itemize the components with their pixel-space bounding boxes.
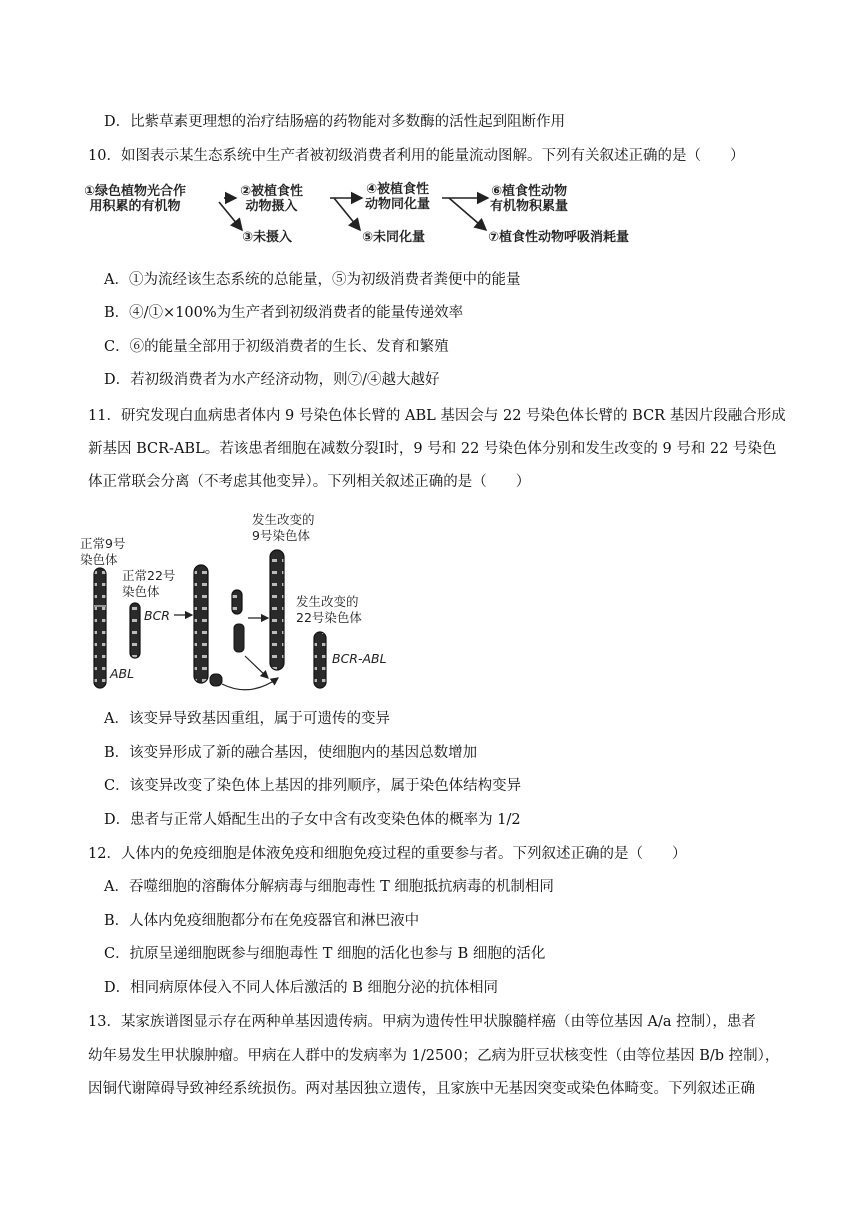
- label-normal-9: [80, 536, 125, 568]
- normal-chromosome-9: [94, 568, 106, 688]
- node-2-line-2: 动物摄入: [245, 199, 298, 214]
- label-changed-22-line-1: 发生改变的: [296, 594, 359, 609]
- changed-chromosome-9: [270, 550, 284, 670]
- label-normal-22-line-2: 染色体: [122, 584, 160, 599]
- node-4-line-2: 动物同化量: [365, 197, 431, 212]
- node-4-line-1: ④被植食性: [366, 182, 430, 197]
- label-normal-22-line-1: 正常22号: [122, 568, 176, 583]
- node-1-line-2: 用积累的有机物: [89, 199, 181, 214]
- node-6-line-1: ⑥植食性动物: [491, 184, 568, 199]
- label-changed-22-line-2: 22号染色体: [296, 610, 362, 625]
- node-6-line-2: 有机物积累量: [490, 199, 569, 214]
- q11-option-d: D．患者与正常人婚配生出的子女中含有改变染色体的概率为 1/2: [104, 812, 521, 828]
- label-changed-9-line-1: 发生改变的: [252, 512, 315, 527]
- label-changed-9: [252, 512, 315, 544]
- node-1-line-1: ①绿色植物光合作: [84, 184, 187, 199]
- node-7: ⑦植食性动物呼吸消耗量: [488, 230, 630, 245]
- label-normal-9-line-1: 正常9号: [80, 536, 126, 551]
- q12-option-d: D．相同病原体侵入不同人体后激活的 B 细胞分泌的抗体相同: [104, 980, 498, 996]
- q10-option-a: A．①为流经该生态系统的总能量，⑤为初级消费者粪便中的能量: [104, 272, 521, 288]
- q11-option-a: A．该变异导致基因重组，属于可遗传的变异: [104, 711, 390, 727]
- q10-option-b: B．④/①×100%为生产者到初级消费者的能量传递效率: [104, 305, 464, 321]
- q11-stem-line-1: 11．研究发现白血病患者体内 9 号染色体长臂的 ABL 基因会与 22 号染色体长臂的 BCR 基因片段融合形成: [88, 408, 786, 424]
- node-1: [84, 184, 186, 214]
- chromosome-9-breaking: [194, 565, 222, 686]
- changed-chromosome-22: [314, 632, 326, 688]
- q12-option-c: C．抗原呈递细胞既参与细胞毒性 T 细胞的活化也参与 B 细胞的活化: [104, 946, 546, 962]
- q12-stem: 12．人体内的免疫细胞是体液免疫和细胞免疫过程的重要参与者。下列叙述正确的是（ ）: [88, 846, 687, 862]
- label-normal-9-line-2: 染色体: [80, 552, 118, 567]
- node-5: ⑤未同化量: [362, 230, 426, 245]
- label-changed-9-line-2: 9号染色体: [252, 528, 310, 543]
- node-2: [240, 184, 303, 214]
- chromosome-translocation-figure: [80, 508, 410, 698]
- q12-option-a: A．吞噬细胞的溶酶体分解病毒与细胞毒性 T 细胞抵抗病毒的机制相同: [104, 879, 554, 895]
- q10-option-d: D．若初级消费者为水产经济动物，则⑦/④越大越好: [104, 372, 440, 388]
- label-abl: ABL: [110, 666, 135, 681]
- q13-stem-line-1: 13．某家族谱图显示存在两种单基因遗传病。甲病为遗传性甲状腺髓样癌（由等位基因 A/a 控制），患者: [88, 1014, 756, 1030]
- q11-option-b: B．该变异形成了新的融合基因，使细胞内的基因总数增加: [104, 745, 478, 761]
- energy-flow-diagram: [84, 180, 644, 252]
- q12-option-b: B．人体内免疫细胞都分布在免疫器官和淋巴液中: [104, 913, 420, 929]
- q11-stem-line-3: 体正常联会分离（不考虑其他变异）。下列相关叙述正确的是（ ）: [88, 474, 531, 490]
- label-changed-22: [296, 594, 362, 626]
- label-bcr: BCR: [144, 608, 170, 623]
- normal-chromosome-22: [130, 603, 140, 658]
- label-normal-22: [122, 568, 175, 600]
- node-3: ③未摄入: [242, 230, 293, 245]
- q10-stem: 10．如图表示某生态系统中生产者被初级消费者利用的能量流动图解。下列有关叙述正确的是（ ）: [88, 148, 745, 164]
- node-2-line-1: ②被植食性: [240, 184, 304, 199]
- node-4: [365, 182, 430, 212]
- q13-stem-line-3: 因铜代谢障碍导致神经系统损伤。两对基因独立遗传，且家族中无基因突变或染色体畸变。下列叙述正确: [88, 1081, 755, 1097]
- chromosome-22-breaking: [232, 590, 244, 652]
- q10-option-c: C．⑥的能量全部用于初级消费者的生长、发育和繁殖: [104, 339, 449, 355]
- q9-option-d: D．比紫草素更理想的治疗结肠癌的药物能对多数酶的活性起到阻断作用: [104, 114, 566, 130]
- label-bcr-abl: BCR-ABL: [332, 651, 387, 666]
- q13-stem-line-2: 幼年易发生甲状腺肿瘤。甲病在人群中的发病率为 1/2500；乙病为肝豆状核变性（由等位基因 B/b 控制），: [88, 1048, 780, 1064]
- q11-stem-line-2: 新基因 BCR-ABL。若该患者细胞在减数分裂Ⅰ时，9 号和 22 号染色体分别和发生改变的 9 号和 22 号染色: [88, 441, 777, 457]
- node-6: [490, 184, 568, 214]
- q11-option-c: C．该变异改变了染色体上基因的排列顺序，属于染色体结构变异: [104, 778, 522, 794]
